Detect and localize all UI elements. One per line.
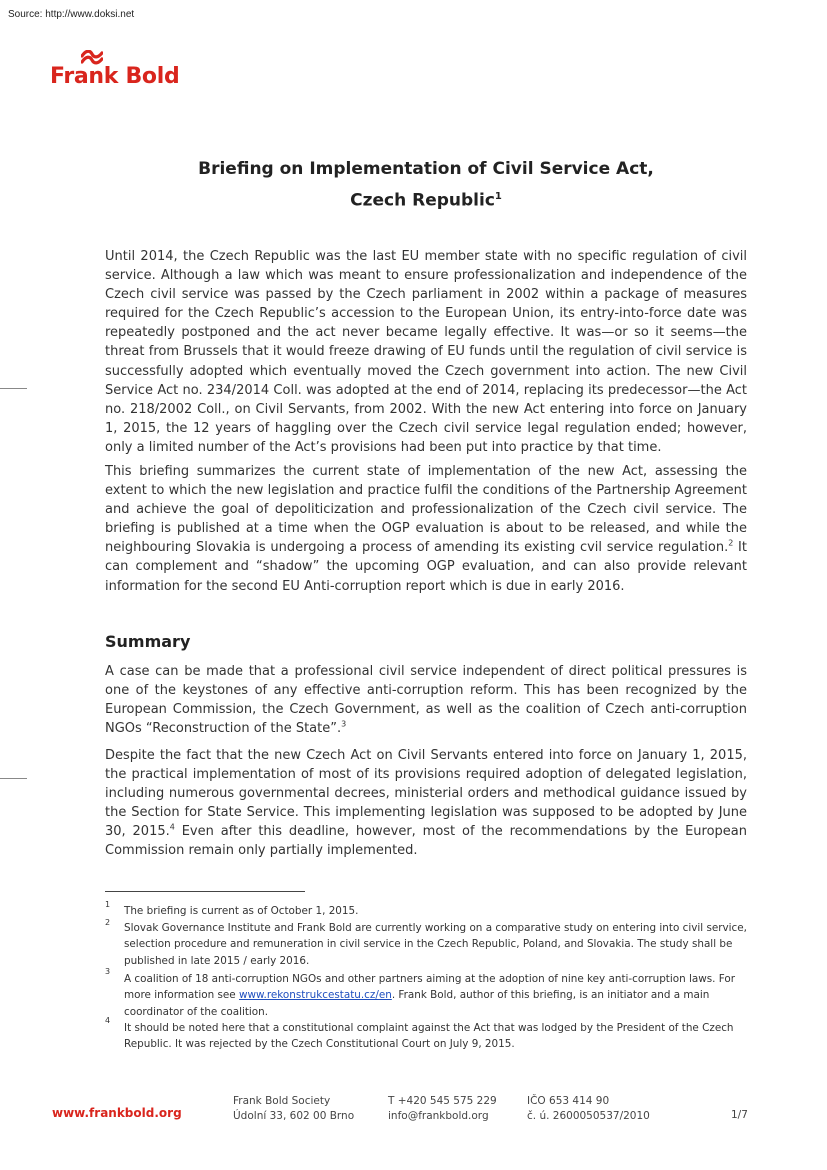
footnote-number-1: 1 — [105, 900, 111, 909]
intro-paragraph-2: This briefing summarizes the current state of implementation of the new Act, assessing the extent to which the new legislation and practice fulfil the conditions of the Partnership Agreement and achieve the goal of depoliticization and professionalization of the Czech civil service. The briefing is published at a time when the OGP evaluation is about to be released, and while the neighbouring Slovakia is undergoing a process of amending its existing cvil service regulation.$^2$ It can complement and “shadow” the upcoming OGP evaluation, and can also provide relevant information for the second EU Anti-corruption report which is due in early 2016. — [105, 464, 747, 594]
summary-heading: Summary — [105, 632, 191, 651]
footnote-number-2: 2 — [105, 918, 111, 927]
footer-org-address: Údolní 33, 602 00 Brno — [233, 1110, 355, 1122]
margin-mark — [0, 778, 27, 779]
logo-text: Frank Bold — [50, 64, 180, 89]
document-title-line1: Briefing on Implementation of Civil Service Act, — [198, 159, 654, 179]
footer-registration-block — [527, 1094, 650, 1124]
footer-contact-block — [388, 1094, 497, 1124]
footnote-1: The briefing is current as of October 1, 2015. — [124, 905, 359, 917]
footnote-ref-2: 2 — [728, 539, 734, 549]
footnote-3: A coalition of 18 anti-corruption NGOs and other partners aiming at the adoption of nine key anti-corruption laws. For more information see www.rekonstrukcestatu.cz/en. Frank Bold, author of this briefing, is an initiator and a main coordinator of the coalition. — [124, 973, 736, 1018]
footnote-ref-1: 1 — [494, 191, 502, 202]
intro-paragraph-1: Until 2014, the Czech Republic was the last EU member state with no specific regulation of civil service. Although a law which was meant to ensure professionalization and independence of the Czech civil service was passed by the Czech parliament in 2002 within a package of measures required for the Czech Republic’s accession to the European Union, its entry-into-force date was repeatedly postponed and the act never became legally effective. It was—or so it seems—the threat from Brussels that it would freeze drawing of EU funds until the regulation of civil service is successfully adopted which eventually moved the Czech government into action. The new Civil Service Act no. 234/2014 Coll. was adopted at the end of 2014, replacing its predecessor—the Act no. 218/2002 Coll., on Civil Servants, from 2002. With the new Act entering into force on January 1, 2015, the 12 years of haggling over the Czech civil service legal regulation ended; however, only a limited number of the Act’s provisions had been put into practice by that time. — [105, 249, 747, 455]
footnote-4: It should be noted here that a constitutional complaint against the Act that was lodged by the President of the Czech Republic. It was rejected by the Czech Constitutional Court on July 9, 2015. — [124, 1022, 734, 1051]
frank-bold-logo — [50, 50, 200, 94]
footnote-ref-4: 4 — [169, 823, 175, 833]
source-label: Source: http://www.doksi.net — [8, 9, 135, 20]
footnote-2: Slovak Governance Institute and Frank Bold are currently working on a comparative study on entering into civil service, selection procedure and remuneration in civil service in the Czech Republic, Poland, and Slovakia. The study shall be published in late 2015 / early 2016. — [124, 922, 747, 967]
footer-phone: T +420 545 575 229 — [388, 1095, 497, 1107]
page-number: 1/7 — [731, 1109, 748, 1121]
footer-org-name: Frank Bold Society — [233, 1095, 331, 1107]
footnote-number-4: 4 — [105, 1016, 111, 1025]
footer-ico: IČO 653 414 90 — [527, 1095, 610, 1107]
footnote-ref-3: 3 — [341, 719, 347, 729]
summary-paragraph-1: A case can be made that a professional civil service independent of direct political pressures is one of the keystones of any effective anti-corruption reform. This has been recognized by the European Commission, the Czech Government, as well as the coalition of Czech anti-corruption NGOs “Reconstruction of the State”.$^3$ — [105, 664, 747, 737]
footnote-separator — [105, 891, 305, 892]
document-title-line2: Czech Republic$^1$ — [350, 190, 502, 211]
margin-mark — [0, 388, 27, 389]
coalition-link[interactable]: www.rekonstrukcestatu.cz/en — [239, 989, 392, 1002]
footer-email: info@frankbold.org — [388, 1110, 489, 1122]
footer-account: č. ú. 2600050537/2010 — [527, 1110, 650, 1122]
footnote-number-3: 3 — [105, 967, 111, 976]
summary-paragraph-2: Despite the fact that the new Czech Act on Civil Servants entered into force on January 1, 2015, the practical implementation of most of its provisions required adoption of delegated legislation, including numerous governmental decrees, ministerial orders and methodical guidance issued by the Section for State Service. This implementing legislation was supposed to be adopted by June 30, 2015.$^4$ Even after this deadline, however, most of the recommendations by the European Commission remain only partially implemented. — [105, 748, 747, 859]
footer-website: www.frankbold.org — [52, 1106, 182, 1120]
footer-address-block — [233, 1094, 354, 1124]
